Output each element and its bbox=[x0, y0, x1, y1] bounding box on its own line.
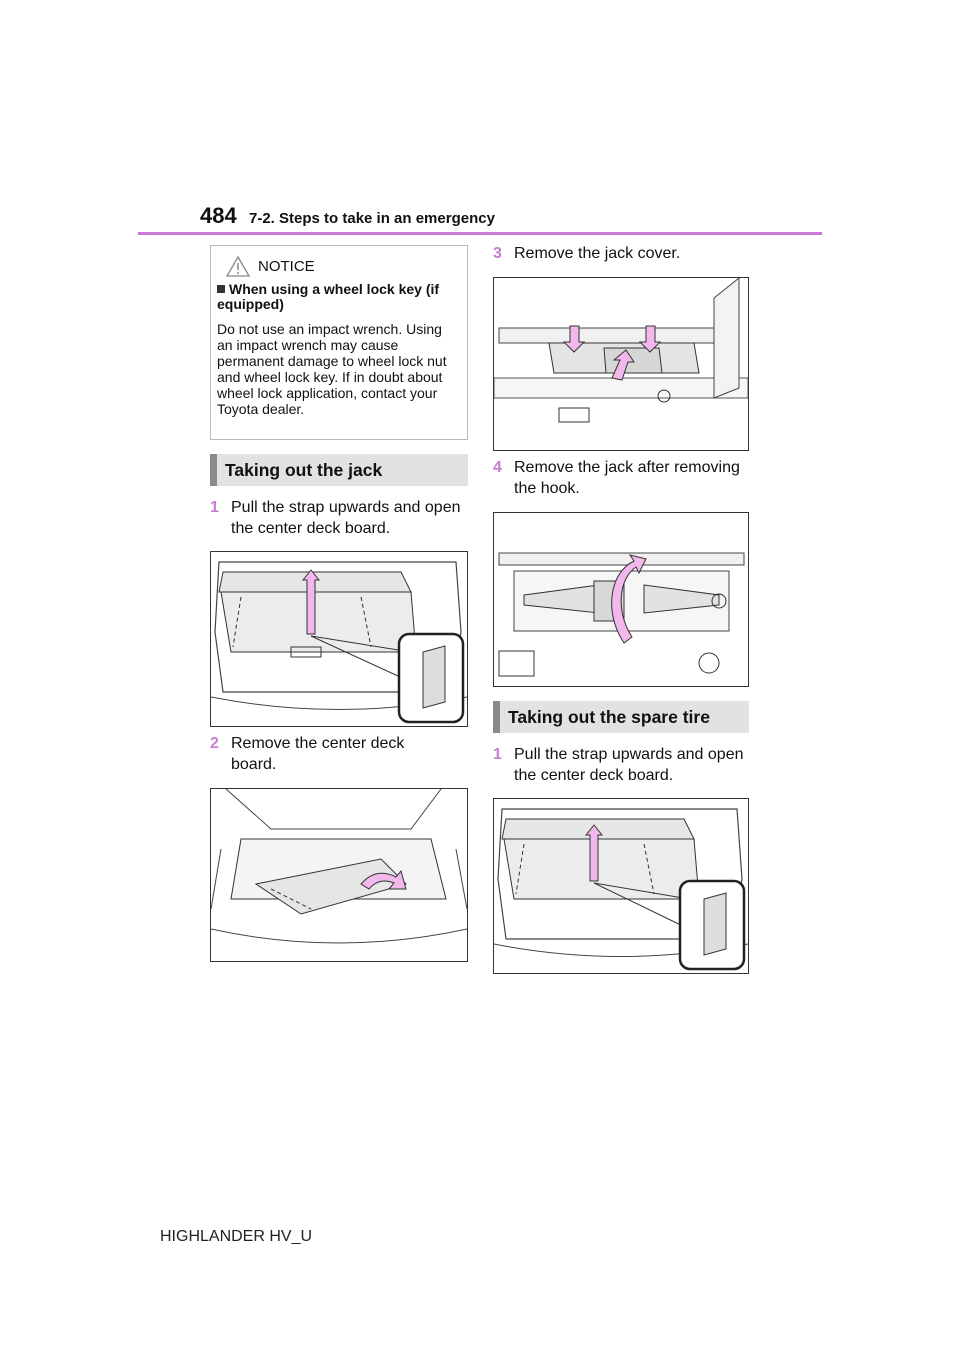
figure-open-deck-board-spare bbox=[493, 798, 749, 974]
figure-open-deck-board bbox=[210, 551, 468, 727]
notice-box bbox=[210, 245, 468, 440]
spare-step-1: 1 Pull the strap upwards and open the center deck board. bbox=[493, 746, 744, 784]
notice-title: When using a wheel lock key (if equipped) bbox=[217, 281, 440, 312]
figure-remove-jack bbox=[493, 512, 749, 687]
heading-taking-out-spare-tire: Taking out the spare tire bbox=[493, 701, 749, 733]
jack-step-1: 1 Pull the strap upwards and open the center deck board. bbox=[210, 499, 461, 537]
jack-step-4: 4 Remove the jack after removing the hook. bbox=[493, 459, 740, 497]
notice-header bbox=[211, 250, 467, 280]
bullet-square-icon bbox=[217, 285, 225, 293]
page-number: 484 bbox=[200, 203, 237, 228]
figure-remove-jack-cover bbox=[493, 277, 749, 451]
section-title: 7-2. Steps to take in an emergency bbox=[249, 210, 495, 227]
jack-step-3: 3 Remove the jack cover. bbox=[493, 245, 681, 262]
header-divider bbox=[138, 232, 822, 235]
notice-label: NOTICE bbox=[258, 258, 315, 275]
notice-body: Do not use an impact wrench. Using an impact wrench may cause permanent damage to wheel lock nut and wheel lock key. If in doubt about wheel lock application, contact your Toyota dealer. bbox=[217, 321, 447, 417]
jack-step-2: 2 Remove the center deck board. bbox=[210, 735, 405, 773]
figure-remove-deck-board bbox=[210, 788, 468, 962]
footer-model: HIGHLANDER HV_U bbox=[160, 1228, 313, 1245]
heading-taking-out-jack: Taking out the jack bbox=[210, 454, 468, 486]
warning-icon bbox=[226, 255, 250, 277]
